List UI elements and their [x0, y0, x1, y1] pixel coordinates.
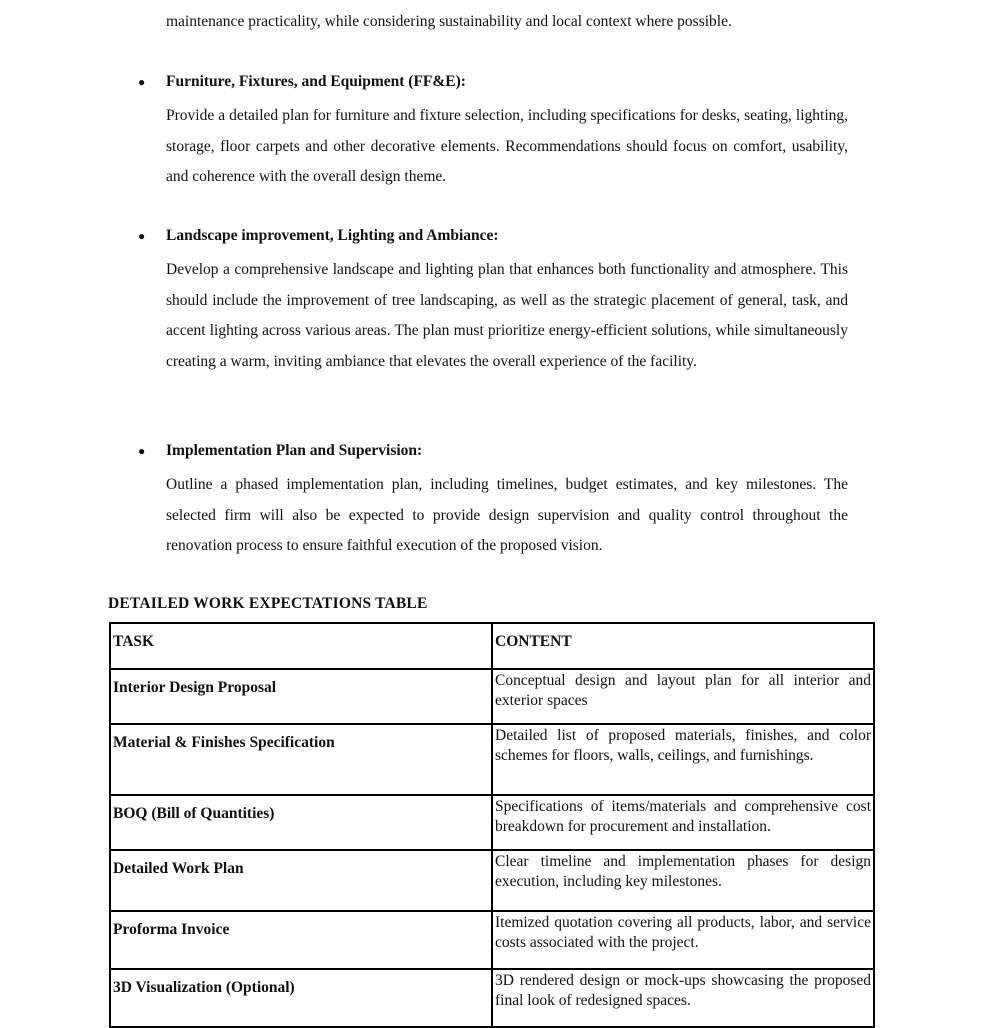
intro-paragraph-continuation: maintenance practicality, while considering sustainability and local context where possible. [166, 13, 732, 30]
bullet-dot-icon: ● [138, 444, 146, 458]
bullet-body: Provide a detailed plan for furniture and fixture selection, including specifications for desks, seating, lighting, storage, floor carpets and other decorative elements. Recommendations should focus on comfort, usability, and coherence with the overall design theme. [166, 107, 848, 185]
table-row [110, 911, 874, 969]
column-header-task: TASK [110, 623, 492, 669]
content-cell: Conceptual design and layout plan for all interior and exterior spaces [492, 669, 874, 724]
bullet-body: Develop a comprehensive landscape and lighting plan that enhances both functionality and atmosphere. This should include the improvement of tree landscaping, as well as the strategic placement of general, task, and accent lighting across various areas. The plan must prioritize energy-efficient solutions, while simultaneously creating a warm, inviting ambiance that elevates the overall experience of the facility. [166, 261, 848, 370]
content-cell: Clear timeline and implementation phases for design execution, including key milestones. [492, 850, 874, 911]
table-header-row [110, 623, 874, 669]
table-row [110, 669, 874, 724]
table-row [110, 724, 874, 795]
content-cell: Specifications of items/materials and comprehensive cost breakdown for procurement and installation. [492, 795, 874, 850]
bullet-title: Landscape improvement, Lighting and Ambiance: [166, 227, 499, 244]
content-cell: 3D rendered design or mock-ups showcasing the proposed final look of redesigned spaces. [492, 969, 874, 1027]
task-cell: BOQ (Bill of Quantities) [110, 795, 492, 850]
task-cell: 3D Visualization (Optional) [110, 969, 492, 1027]
work-expectations-table [109, 622, 875, 1028]
task-cell: Interior Design Proposal [110, 669, 492, 724]
bullet-title: Furniture, Fixtures, and Equipment (FF&E): [166, 73, 466, 90]
task-cell: Material & Finishes Specification [110, 724, 492, 795]
bullet-dot-icon: ● [138, 229, 146, 243]
task-cell: Proforma Invoice [110, 911, 492, 969]
table-row [110, 969, 874, 1027]
task-cell: Detailed Work Plan [110, 850, 492, 911]
bullet-dot-icon: ● [138, 75, 146, 89]
content-cell: Itemized quotation covering all products, labor, and service costs associated with the project. [492, 911, 874, 969]
bullet-title: Implementation Plan and Supervision: [166, 442, 423, 459]
table-row [110, 850, 874, 911]
column-header-content: CONTENT [492, 623, 874, 669]
table-heading: DETAILED WORK EXPECTATIONS TABLE [108, 595, 428, 612]
bullet-body: Outline a phased implementation plan, including timelines, budget estimates, and key milestones. The selected firm will also be expected to provide design supervision and quality control throughout the renovation process to ensure faithful execution of the proposed vision. [166, 476, 848, 554]
table-row [110, 795, 874, 850]
content-cell: Detailed list of proposed materials, finishes, and color schemes for floors, walls, ceilings, and furnishings. [492, 724, 874, 795]
